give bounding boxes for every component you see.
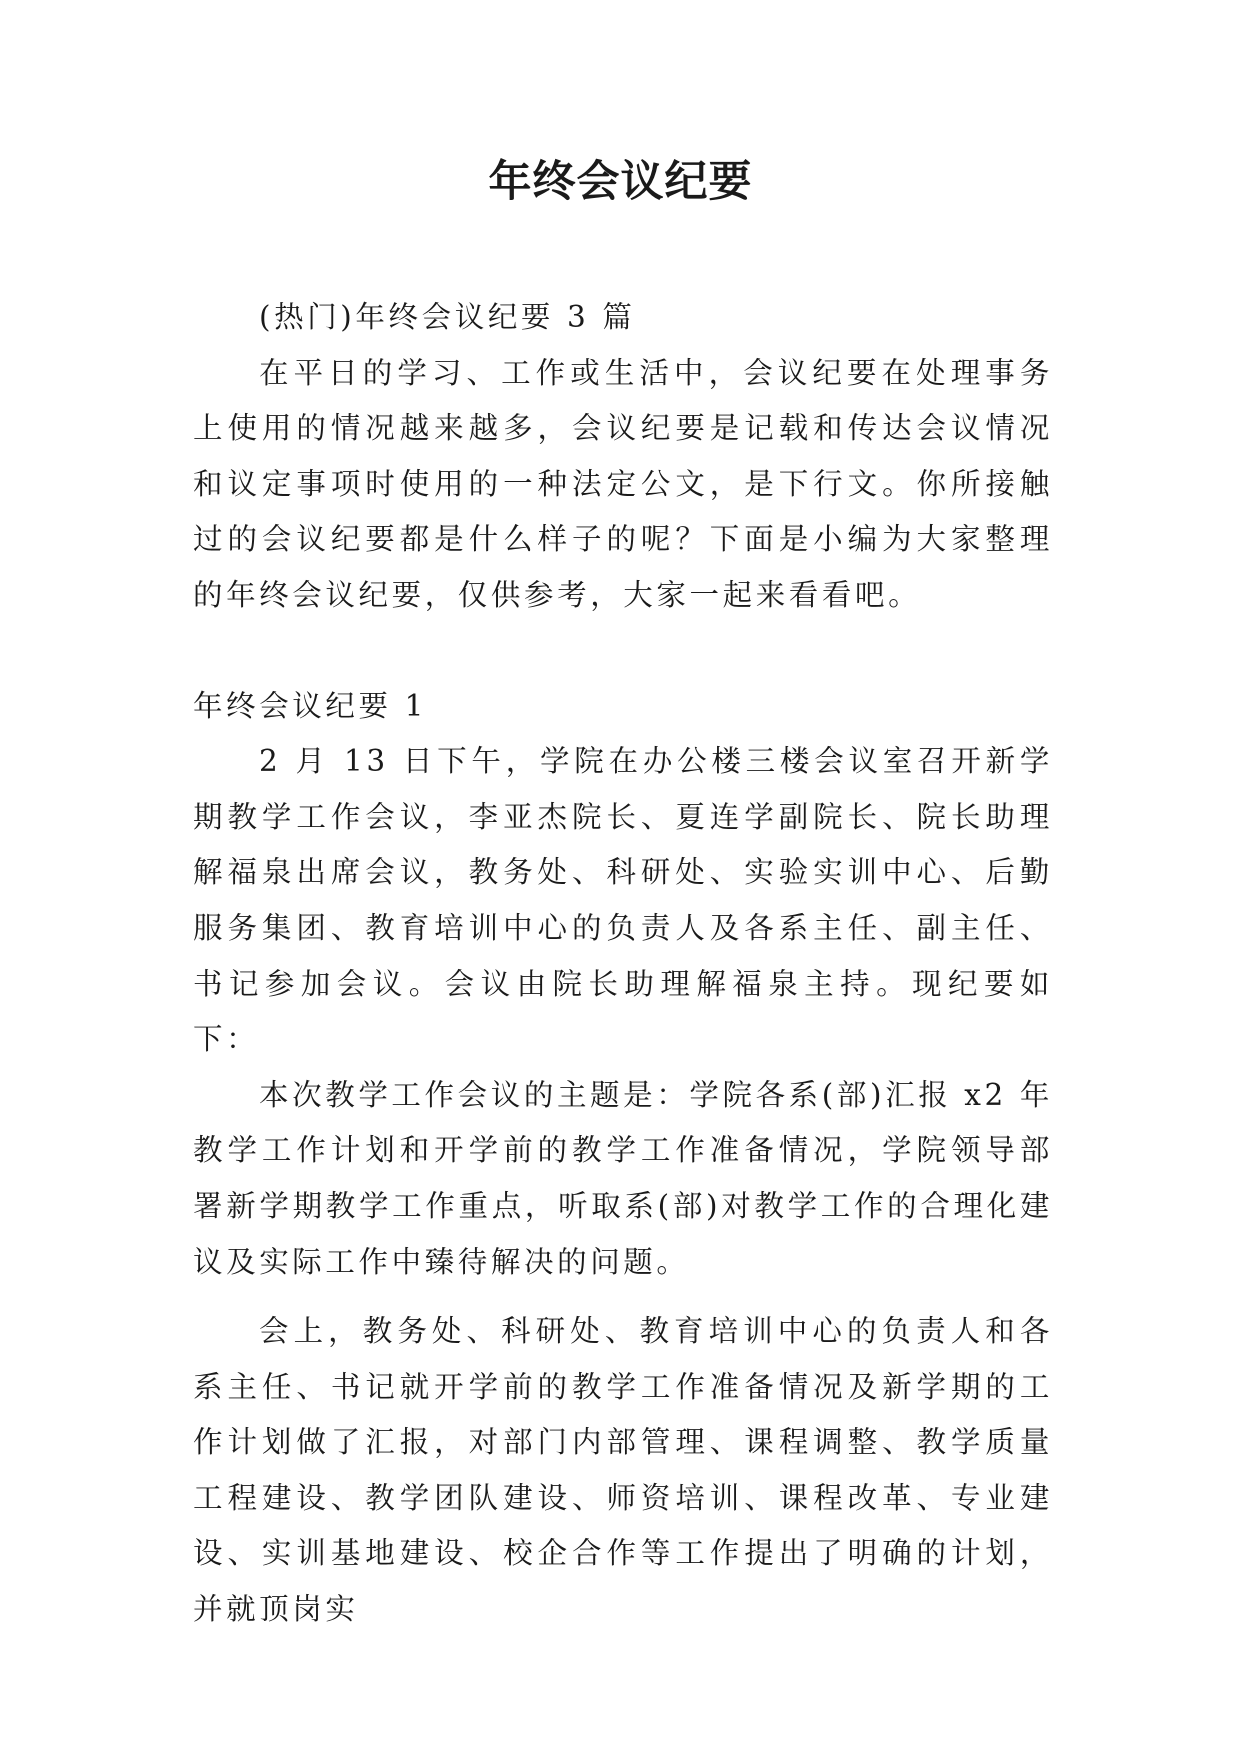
- intro-paragraph: 在平日的学习、工作或生活中，会议纪要在处理事务上使用的情况越来越多，会议纪要是记载和传达会议情况和议定事项时使用的一种法定公文，是下行文。你所接触过的会议纪要都是什么样子的呢？下面是小编为大家整理的年终会议纪要，仅供参考，大家一起来看看吧。: [193, 355, 1053, 612]
- body-paragraph: 会上，教务处、科研处、教育培训中心的负责人和各系主任、书记就开学前的教学工作准备情况及新学期的工作计划做了汇报，对部门内部管理、课程调整、教学质量工程建设、教学团队建设、师资培训、课程改革、专业建设、实训基地建设、校企合作等工作提出了明确的计划，并就顶岗实: [193, 1314, 1053, 1627]
- document-subtitle: (热门)年终会议纪要 3 篇: [259, 300, 636, 334]
- section-heading: 年终会议纪要 1: [193, 688, 427, 723]
- document-title: 年终会议纪要: [488, 157, 753, 207]
- body-paragraph: 本次教学工作会议的主题是：学院各系(部)汇报 x2 年教学工作计划和开学前的教学工作准备情况，学院领导部署新学期教学工作重点，听取系(部)对教学工作的合理化建议及实际工作中臻待解决的问题。: [193, 1077, 1053, 1279]
- document-body: [193, 290, 1053, 1638]
- body-paragraph: 2 月 13 日下午，学院在办公楼三楼会议室召开新学期教学工作会议，李亚杰院长、夏连学副院长、院长助理解福泉出席会议，教务处、科研处、实验实训中心、后勤服务集团、教育培训中心的负责人及各系主任、副主任、书记参加会议。会议由院长助理解福泉主持。现纪要如下：: [193, 744, 1053, 1057]
